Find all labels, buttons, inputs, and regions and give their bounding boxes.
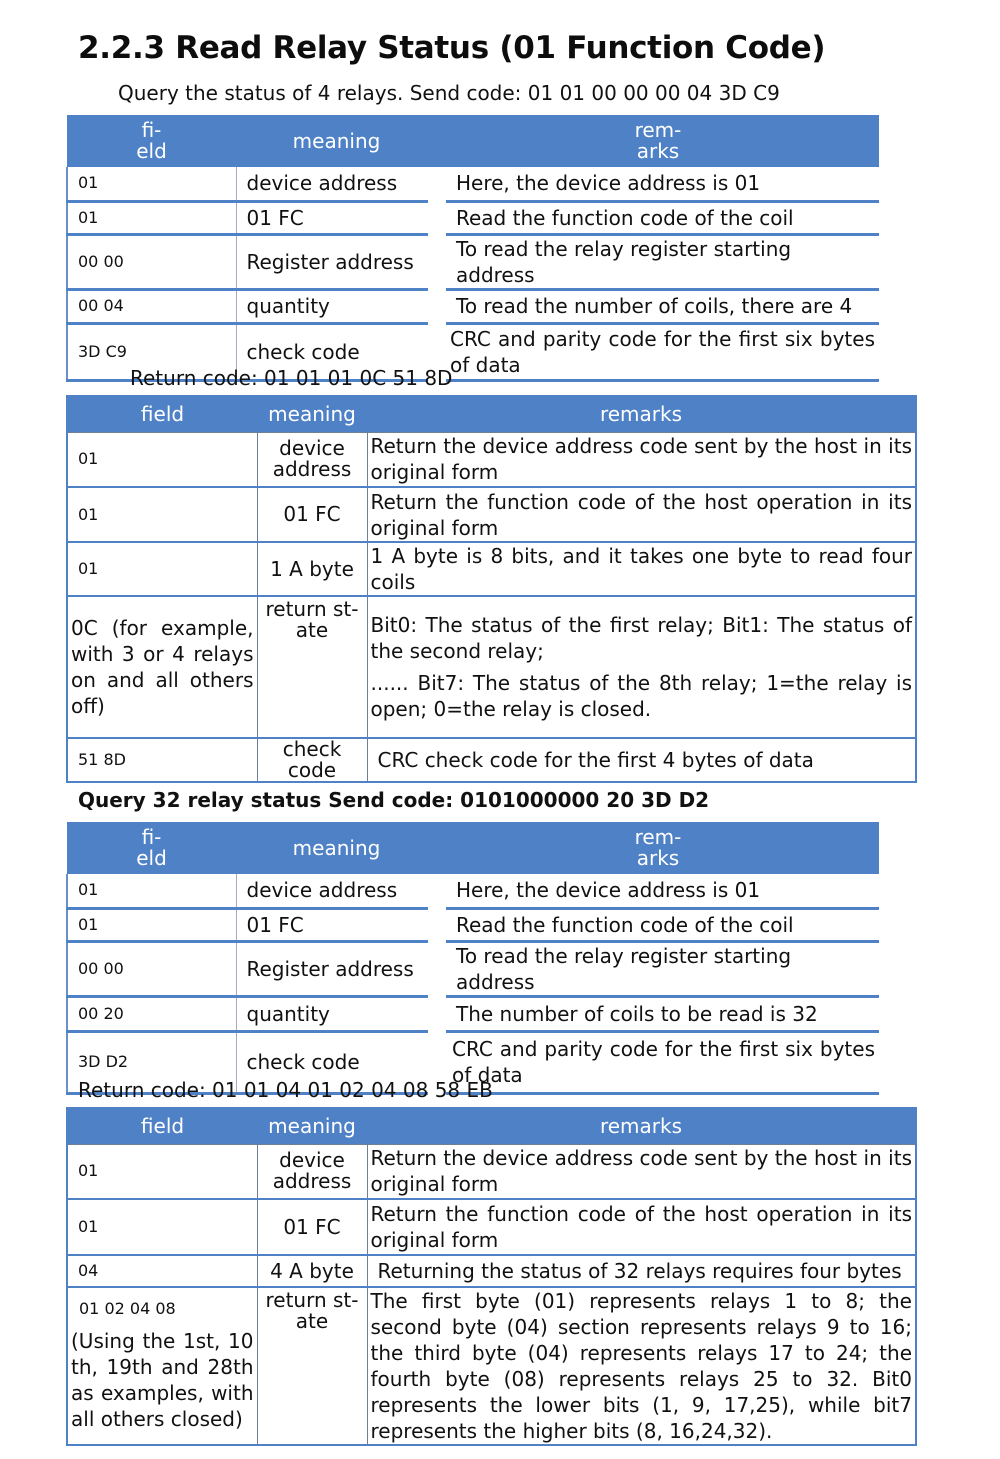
field-cell: 00 04: [67, 289, 236, 323]
remarks-cell: The first byte (01) represents relays 1 to 8; the second byte (04) section represents relays 9 to 16; the third byte (04) represents relays 17 to 24; the fourth byte (08) represents relays 25 to 32. Bit0 represents the lower bits (1, 9, 17,25), while bit7 represents the higher bits (8, 16,24,32).: [367, 1287, 916, 1445]
remarks-cell: Returning the status of 32 relays requires four bytes: [367, 1255, 916, 1287]
query-32-relays-text: Query 32 relay status Send code: 0101000000 20 3D D2: [78, 788, 710, 812]
remarks-cell: CRC check code for the first 4 bytes of data: [367, 738, 916, 782]
remarks-cell: Return the function code of the host operation in its original form: [367, 1199, 916, 1255]
remarks-cell: To read the number of coils, there are 4: [437, 289, 879, 323]
meaning-cell: 01 FC: [236, 908, 437, 941]
table-row: [67, 167, 879, 201]
meaning-cell: Register address: [236, 941, 437, 996]
header-remarks: remarks: [367, 1108, 916, 1144]
meaning-cell: 01 FC: [257, 487, 367, 542]
table-row: [67, 874, 879, 908]
meaning-cell: quantity: [236, 996, 437, 1031]
table-row: [67, 738, 916, 782]
table-row: [67, 908, 879, 941]
header-field: fi- eld: [67, 822, 236, 874]
field-cell: 01: [67, 487, 257, 542]
remarks-cell: Here, the device address is 01: [437, 874, 879, 908]
table-row: [67, 289, 879, 323]
remarks-line: Bit0: The status of the first relay; Bit1: The status of the second relay;: [370, 613, 912, 663]
field-cell: 51 8D: [67, 738, 257, 782]
field-cell: 01: [67, 1199, 257, 1255]
meaning-cell: return st- ate: [257, 596, 367, 738]
meaning-cell: 4 A byte: [257, 1255, 367, 1287]
remarks-cell: [367, 596, 916, 738]
table-row: [67, 996, 879, 1031]
table-row: [67, 234, 879, 289]
field-note: (Using the 1st, 10 th, 19th and 28th as examples, with all others closed): [71, 1329, 254, 1431]
table-row: [67, 542, 916, 596]
header-field: field: [67, 396, 257, 432]
meaning-cell: return st- ate: [257, 1287, 367, 1445]
remarks-cell: Here, the device address is 01: [437, 167, 879, 201]
field-cell: 01: [67, 908, 236, 941]
meaning-cell: device address: [257, 432, 367, 487]
field-cell: 01: [67, 1144, 257, 1199]
section-title: 2.2.3 Read Relay Status (01 Function Code): [78, 30, 826, 66]
remarks-cell: Return the device address code sent by the host in its original form: [367, 432, 916, 487]
table-row: [67, 1255, 916, 1287]
remarks-cell: To read the relay register starting address: [437, 941, 879, 996]
remarks-cell: To read the relay register starting address: [437, 234, 879, 289]
field-cell: 00 00: [67, 941, 236, 996]
field-cell: 01: [67, 201, 236, 234]
return-frame-table-32-relays: [66, 1107, 917, 1446]
remarks-line: ...... Bit7: The status of the 8th relay; 1=the relay is open; 0=the relay is closed.: [370, 671, 912, 721]
return-frame-table-4-relays: [66, 395, 917, 783]
meaning-cell: 1 A byte: [257, 542, 367, 596]
table-row: [67, 432, 916, 487]
return-code-32-text: Return code: 01 01 04 01 02 04 08 58 EB: [78, 1078, 493, 1102]
field-cell: [67, 1287, 257, 1445]
field-cell: 0C (for example, with 3 or 4 relays on and all others off): [67, 596, 257, 738]
remarks-cell: CRC and parity code for the first six bytes of data: [437, 1031, 879, 1093]
meaning-cell: check code: [257, 738, 367, 782]
header-meaning: meaning: [236, 822, 437, 874]
header-meaning: meaning: [236, 115, 437, 167]
field-cell: 00 00: [67, 234, 236, 289]
field-cell: 01: [67, 542, 257, 596]
table-row: [67, 941, 879, 996]
meaning-cell: device address: [236, 167, 437, 201]
field-cell: 01: [67, 432, 257, 487]
table-row: [67, 1287, 916, 1445]
table-row: [67, 596, 916, 738]
field-cell: 01: [67, 874, 236, 908]
header-remarks: rem- arks: [437, 822, 879, 874]
remarks-cell: Read the function code of the coil: [437, 201, 879, 234]
field-value: 01 02 04 08: [79, 1299, 176, 1318]
field-cell: 00 20: [67, 996, 236, 1031]
meaning-cell: device address: [236, 874, 437, 908]
header-field: fi- eld: [67, 115, 236, 167]
meaning-cell: 01 FC: [236, 201, 437, 234]
return-code-4-text: Return code: 01 01 01 0C 51 8D: [130, 366, 453, 390]
meaning-cell: quantity: [236, 289, 437, 323]
table-row: [67, 487, 916, 542]
send-frame-table-32-relays: [66, 822, 879, 1095]
table-row: [67, 1144, 916, 1199]
field-cell: 3D D2: [67, 1031, 236, 1093]
header-field: field: [67, 1108, 257, 1144]
remarks-cell: Return the function code of the host operation in its original form: [367, 487, 916, 542]
header-meaning: meaning: [257, 1108, 367, 1144]
table-row: [67, 1199, 916, 1255]
remarks-cell: Read the function code of the coil: [437, 908, 879, 941]
header-remarks: rem- arks: [437, 115, 879, 167]
meaning-cell: device address: [257, 1144, 367, 1199]
remarks-cell: CRC and parity code for the first six bytes of data: [437, 323, 879, 380]
meaning-cell: 01 FC: [257, 1199, 367, 1255]
remarks-cell: The number of coils to be read is 32: [437, 996, 879, 1031]
header-remarks: remarks: [367, 396, 916, 432]
table-row: [67, 201, 879, 234]
field-cell: 3D C9: [67, 323, 236, 380]
meaning-cell: Register address: [236, 234, 437, 289]
field-cell: 01: [67, 167, 236, 201]
meaning-cell: check code: [236, 1031, 437, 1093]
send-frame-table-4-relays: [66, 115, 879, 382]
meaning-cell: check code: [236, 323, 437, 380]
query-4-relays-text: Query the status of 4 relays. Send code: 01 01 00 00 00 04 3D C9: [118, 81, 780, 105]
header-meaning: meaning: [257, 396, 367, 432]
remarks-cell: 1 A byte is 8 bits, and it takes one byte to read four coils: [367, 542, 916, 596]
field-cell: 04: [67, 1255, 257, 1287]
remarks-cell: Return the device address code sent by the host in its original form: [367, 1144, 916, 1199]
